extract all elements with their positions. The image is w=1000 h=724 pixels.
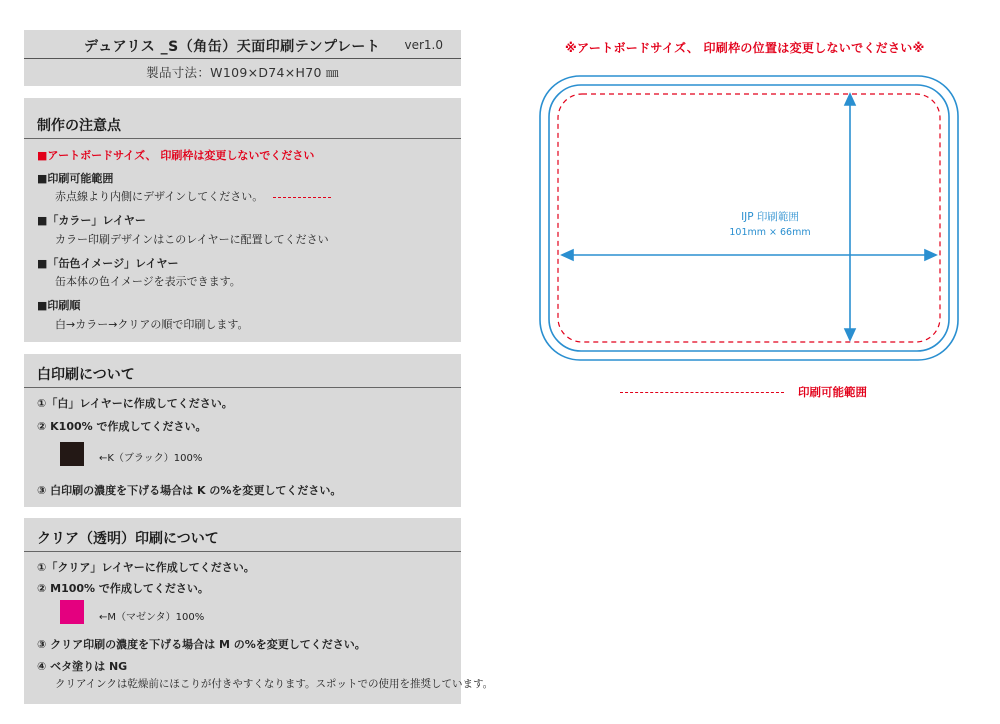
- legend-dashed-line: [620, 392, 784, 393]
- note-text-color-layer: カラー印刷デザインはこのレイヤーに配置してください: [55, 233, 329, 246]
- notes-warning: ■アートボードサイズ、 印刷枠は変更しないでください: [37, 149, 315, 162]
- artboard-warning: ※アートボードサイズ、 印刷枠の位置は変更しないでください※: [565, 41, 925, 55]
- legend: [620, 384, 920, 400]
- red-dashed-sample: [273, 197, 331, 198]
- note-heading-color-layer: ■「カラー」レイヤー: [37, 214, 146, 227]
- note-text-can-color-layer: 缶本体の色イメージを表示できます。: [55, 275, 241, 288]
- note-heading-print-area: ■印刷可能範囲: [37, 172, 114, 185]
- clear-print-panel: [24, 518, 494, 704]
- white-step-1: ①「白」レイヤーに作成してください。: [37, 397, 233, 410]
- clear-step-4: ④ ベタ塗りは NG: [37, 660, 128, 673]
- black-swatch-label: ←K（ブラック）100%: [99, 453, 203, 464]
- note-text-print-order: 白→カラー→クリアの順で印刷します。: [55, 318, 249, 331]
- white-print-panel: [24, 354, 461, 507]
- clear-print-divider: [24, 551, 461, 552]
- magenta-swatch: [60, 600, 84, 624]
- version-label: ver1.0: [404, 38, 443, 52]
- magenta-swatch-label: ←M（マゼンタ）100%: [99, 612, 205, 623]
- clear-step-1: ①「クリア」レイヤーに作成してください。: [37, 561, 255, 574]
- product-dimensions: 製品寸法：W109×D74×H70 ㎜: [146, 65, 339, 80]
- clear-step-2: ② M100% で作成してください。: [37, 582, 209, 595]
- header-title-row: [24, 30, 461, 59]
- notes-divider: [24, 138, 461, 139]
- notes-title: 制作の注意点: [37, 118, 121, 134]
- production-notes-panel: [24, 98, 461, 342]
- ijp-print-area-label: IJP 印刷範囲: [741, 211, 799, 223]
- white-print-title: 白印刷について: [37, 367, 135, 383]
- height-arrow: [845, 94, 855, 340]
- clear-print-title: クリア（透明）印刷について: [37, 531, 219, 547]
- header-panel: [24, 30, 461, 86]
- ijp-print-area-size: 101mm × 66mm: [729, 227, 811, 238]
- clear-step-4-note: クリアインクは乾燥前にほこりが付きやすくなります。スポットでの使用を推奨しています。: [55, 678, 494, 690]
- template-title: デュアリス _S（角缶）天面印刷テンプレート: [84, 39, 381, 55]
- note-text-print-area-label: 赤点線より内側にデザインしてください。: [55, 190, 264, 203]
- note-text-print-area: [55, 188, 331, 204]
- legend-label: 印刷可能範囲: [798, 385, 867, 399]
- white-print-divider: [24, 387, 461, 388]
- note-heading-print-order: ■印刷順: [37, 299, 81, 312]
- width-arrow: [562, 250, 936, 260]
- white-step-2: ② K100% で作成してください。: [37, 420, 207, 433]
- white-step-3: ③ 白印刷の濃度を下げる場合は K の%を変更してください。: [37, 484, 342, 497]
- black-swatch: [60, 442, 84, 466]
- note-heading-can-color-layer: ■「缶色イメージ」レイヤー: [37, 257, 179, 270]
- clear-step-3: ③ クリア印刷の濃度を下げる場合は M の%を変更してください。: [37, 638, 366, 651]
